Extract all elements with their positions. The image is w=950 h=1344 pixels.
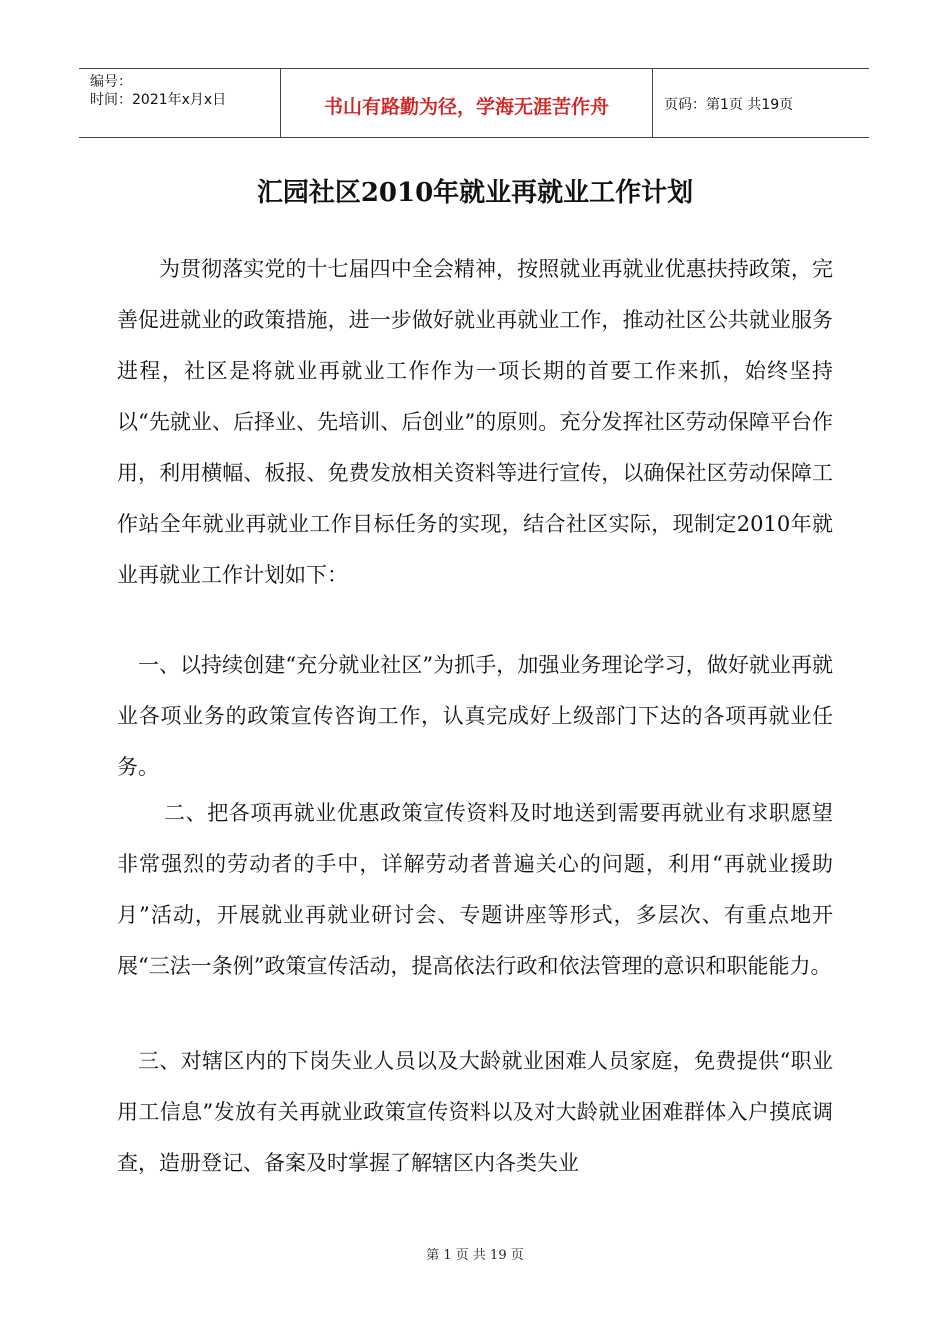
- paragraph-item-2: 二、把各项再就业优惠政策宣传资料及时地送到需要再就业有求职愿望非常强烈的劳动者的手中，详解劳动者普遍关心的问题，利用“再就业援助月”活动，开展就业再就业研讨会、专题讲座等形式，多层次、有重点地开展“三法一条例”政策宣传活动，提高依法行政和依法管理的意识和职能能力。: [117, 801, 833, 978]
- header-meta-cell: [79, 69, 280, 137]
- number-label: 编号：: [90, 74, 132, 90]
- page-footer: 第 1 页 共 19 页: [426, 1248, 524, 1263]
- time-label: 时间：2021年x月x日: [90, 92, 227, 108]
- page-label: 页码：第1页 共19页: [664, 97, 794, 113]
- header-motto-cell: [280, 69, 653, 137]
- motto-text: 书山有路勤为径，学海无涯苦作舟: [323, 95, 609, 118]
- paragraph-item-1: 一、以持续创建“充分就业社区”为抓手，加强业务理论学习，做好就业再就业各项业务的政策宣传咨询工作，认真完成好上级部门下达的各项再就业任务。: [117, 653, 833, 779]
- paragraph-intro: 为贯彻落实党的十七届四中全会精神，按照就业再就业优惠扶持政策，完善促进就业的政策措施，进一步做好就业再就业工作，推动社区公共就业服务进程，社区是将就业再就业工作作为一项长期的首要工作来抓，始终坚持以“先就业、后择业、先培训、后创业”的原则。充分发挥社区劳动保障平台作用，利用横幅、板报、免费发放相关资料等进行宣传，以确保社区劳动保障工作站全年就业再就业工作目标任务的实现，结合社区实际，现制定2010年就业再就业工作计划如下：: [117, 257, 833, 587]
- paragraph-item-3: 三、对辖区内的下岗失业人员以及大龄就业困难人员家庭，免费提供“职业用工信息”发放有关再就业政策宣传资料以及对大龄就业困难群体入户摸底调查，造册登记、备案及时掌握了解辖区内各类失业: [117, 1049, 833, 1175]
- header-page-cell: [653, 69, 869, 137]
- document-title: 汇园社区2010年就业再就业工作计划: [256, 178, 694, 208]
- document-header: [79, 68, 869, 138]
